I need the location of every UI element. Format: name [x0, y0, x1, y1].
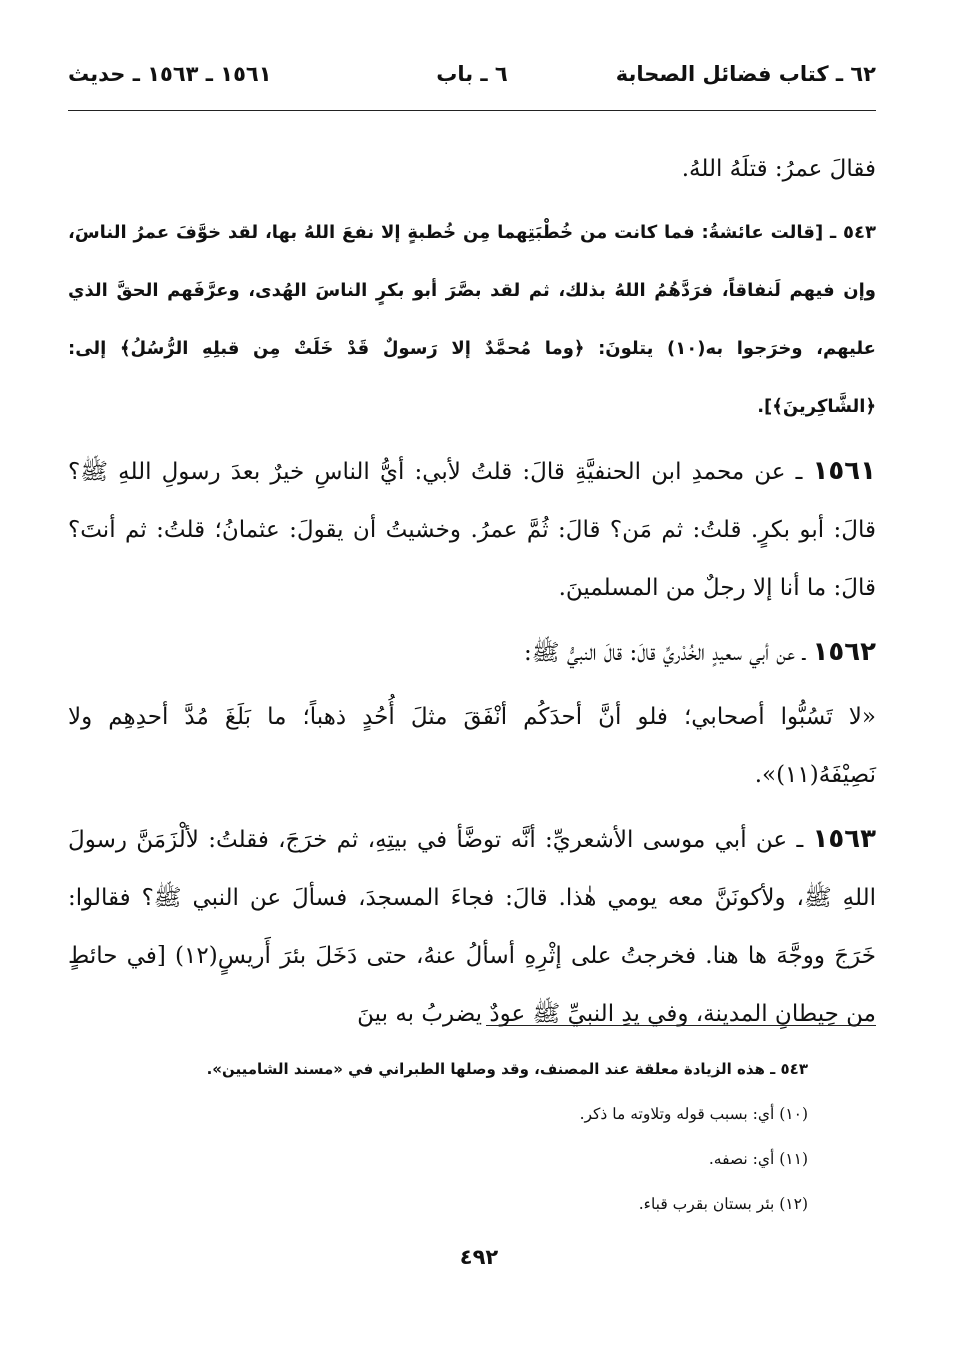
hadith-1562 — [68, 623, 876, 682]
hadith-1563 — [68, 810, 876, 1043]
header-rule — [68, 110, 876, 111]
footnote-rule — [486, 1025, 876, 1026]
hadith-number: ١٥٦١ — [812, 456, 876, 486]
paragraph-umar-quote: فقالَ عمرُ: قتلَهُ اللهُ. — [681, 156, 876, 182]
footnote-12: (١٢) بئر بستان بقرب قباء. — [638, 1195, 808, 1213]
footnote-11: (١١) أي: نصفه. — [708, 1150, 808, 1168]
hadith-1561 — [68, 442, 876, 617]
main-text — [68, 140, 876, 1049]
header-chapter: ٦ ـ باب — [436, 62, 508, 86]
hadith-text: ـ عن أبي موسى الأشعريِّ: أنَّه توضَّأ في بيتِهِ، ثم خرَجَ، فقلتُ: لألْزَمَنَّ رسولَ اللهِ ﷺ، ولأكونَنَّ معه يومي هٰذا. قالَ: فجاءَ المسجدَ، فسألَ عن النبي ﷺ؟ فقالوا: خَرَجَ ووجَّهَ ها هنا. فخرجتُ على إثْرِهِ أسألُ عنهُ، حتى دَخَلَ بئرَ أَريسٍ(١٢) [في حائطٍ من حِيطانِ المدينة، وفي يدِ النبيِّ ﷺ عودٌ يضربُ به بينَ — [68, 827, 876, 1027]
hadith-text: ـ عن محمدِ ابن الحنفيَّةِ قالَ: قلتُ لأبي: أيُّ الناسِ خيرٌ بعدَ رسولِ اللهِ ﷺ؟ قالَ: أبو بكرٍ. قلتُ: ثم مَن؟ قالَ: ثُمَّ عمرُ. وخشيتُ أن يقولَ: عثمانُ؛ قلتُ: ثم أنتَ؟ قالَ: ما أنا إلا رجلٌ من المسلمينَ. — [68, 459, 876, 601]
hadith-number: ١٥٦٣ — [812, 824, 876, 854]
footnotes — [68, 1047, 808, 1227]
running-header — [68, 58, 876, 98]
hadith-number: ١٥٦٢ — [812, 637, 876, 667]
paragraph-543-addition: ٥٤٣ ـ [قالت عائشةُ: فما كانت من خُطْبَتِهما مِن خُطبةٍ إلا نفعَ اللهُ بها، لقد خوَّفَ عمرُ الناسَ، وإن فيهم لَنفاقاً، فرَدَّهُمُ اللهُ بذلك، ثم لقد بصَّرَ أبو بكرٍ الناسَ الهُدى، وعرَّفَهم الحقَّ الذي عليهم، وخرَجوا به(١٠) يتلونَ: ﴿وما مُحمَّدٌ إلا رَسولٌ قَدْ خَلَتْ مِن قبلِهِ الرُّسُلُ﴾ إلى: ﴿الشَّاكِرينَ﴾]. — [68, 222, 876, 417]
hadith-text: ـ عن أبي سعيدٍ الخُدْريِّ قالَ: قالَ النبيُّ ﷺ: — [524, 640, 813, 666]
page-number: ٤٩٢ — [459, 1245, 499, 1269]
footnote-543: ٥٤٣ ـ هذه الزيادة معلقة عند المصنف، وقد وصلها الطبراني في «مسند الشاميين». — [206, 1060, 808, 1078]
hadith-1562-quote: «لا تَسُبُّوا أصحابي؛ فلو أنَّ أحدَكُم أنْفَقَ مثلَ أُحُدٍ ذهباً؛ ما بَلَغَ مُدَّ أحدِهِم ولا نَصِيْفَهُ(١١)». — [68, 704, 876, 788]
header-book-title: ٦٢ ـ كتاب فضائل الصحابة — [615, 62, 876, 86]
footnote-10: (١٠) أي: بسبب قوله وتلاوته ما ذكر. — [579, 1105, 808, 1123]
header-hadith-range: ١٥٦١ ـ ١٥٦٣ ـ حديث — [68, 62, 272, 86]
